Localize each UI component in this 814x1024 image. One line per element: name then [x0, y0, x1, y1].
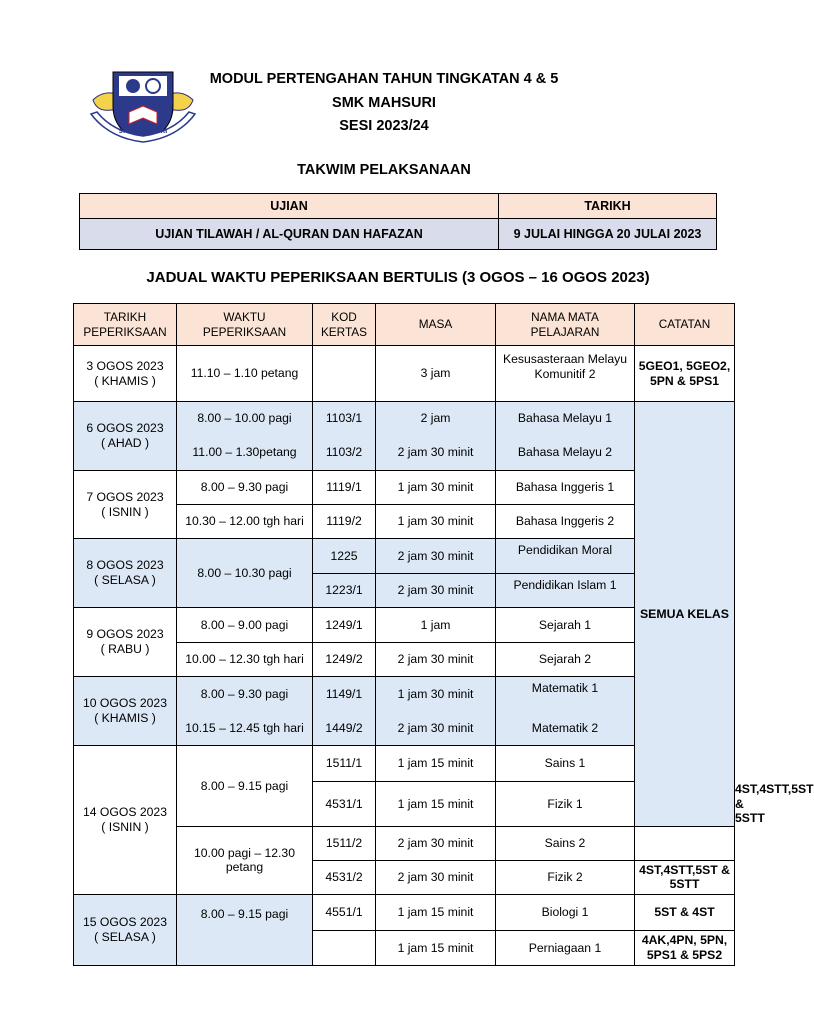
- time-cell: 8.00 – 9.30 pagi: [177, 677, 313, 712]
- time-cell: 8.00 – 9.15 pagi: [177, 746, 313, 827]
- date-cell: 6 OGOS 2023 ( AHAD ): [74, 402, 177, 471]
- table-row: [74, 894, 735, 930]
- code-cell: 4531/1: [313, 782, 376, 827]
- exam-schedule-table: [73, 303, 814, 966]
- subject-cell: Fizik 1: [496, 782, 635, 827]
- note-cell: 4ST,4STT,5ST & 5STT: [635, 860, 735, 894]
- table-row: [74, 346, 735, 402]
- subject-cell: Pendidikan Islam 1: [496, 574, 635, 608]
- code-cell: 1119/1: [313, 471, 376, 505]
- code-cell: 1511/2: [313, 826, 376, 860]
- subject-cell: Bahasa Inggeris 2: [496, 505, 635, 539]
- code-cell: 4531/2: [313, 860, 376, 894]
- header-line-2: SMK MAHSURI: [332, 95, 436, 111]
- code-cell: 1249/2: [313, 643, 376, 677]
- subject-cell: Matematik 2: [496, 712, 635, 746]
- date-cell: 10 OGOS 2023 ( KHAMIS ): [74, 677, 177, 746]
- subject-cell: Sains 2: [496, 826, 635, 860]
- col-header-kod: KOD KERTAS: [313, 304, 376, 346]
- date-cell: 3 OGOS 2023 ( KHAMIS ): [74, 346, 177, 402]
- duration-cell: 1 jam 15 minit: [376, 894, 496, 930]
- col-header-tarikh: TARIKH PEPERIKSAAN: [74, 304, 177, 346]
- col-header-waktu: WAKTU PEPERIKSAAN: [177, 304, 313, 346]
- duration-cell: 1 jam 15 minit: [376, 930, 496, 965]
- time-cell: 8.00 – 9.30 pagi: [177, 471, 313, 505]
- time-cell: 8.00 – 10.00 pagi: [177, 402, 313, 436]
- date-cell: 15 OGOS 2023 ( SELASA ): [74, 894, 177, 965]
- code-cell: 1103/2: [313, 436, 376, 471]
- table-row: 4531/1 1 jam 15 minit Fizik 1 4ST,4STT,5ST & 5STT: [74, 782, 735, 827]
- duration-cell: 1 jam 30 minit: [376, 505, 496, 539]
- time-cell: 8.00 – 10.30 pagi: [177, 539, 313, 608]
- duration-cell: 3 jam: [376, 346, 496, 402]
- code-cell: 1225: [313, 539, 376, 574]
- subject-cell: Kesusasteraan Melayu Komunitif 2: [496, 346, 635, 402]
- code-cell: 1103/1: [313, 402, 376, 436]
- code-cell: 1249/1: [313, 608, 376, 643]
- takwim-header-ujian: UJIAN: [80, 194, 499, 219]
- code-cell: 1149/1: [313, 677, 376, 712]
- duration-cell: 2 jam 30 minit: [376, 539, 496, 574]
- subject-cell: Pendidikan Moral: [496, 539, 635, 574]
- code-cell: [313, 346, 376, 402]
- takwim-table: [79, 193, 717, 250]
- date-cell: 9 OGOS 2023 ( RABU ): [74, 608, 177, 677]
- time-cell: 10.00 – 12.30 tgh hari: [177, 643, 313, 677]
- takwim-tarikh-value: 9 JULAI HINGGA 20 JULAI 2023: [499, 219, 717, 250]
- duration-cell: 2 jam 30 minit: [376, 436, 496, 471]
- subject-cell: Sejarah 1: [496, 608, 635, 643]
- duration-cell: 1 jam 30 minit: [376, 471, 496, 505]
- logo-text-bottom: SMK MAHSURI: [118, 128, 168, 135]
- jadual-title: JADUAL WAKTU PEPERIKSAAN BERTULIS (3 OGOS – 16 OGOS 2023): [146, 269, 650, 286]
- code-cell: 1449/2: [313, 712, 376, 746]
- subject-cell: Bahasa Melayu 2: [496, 436, 635, 471]
- note-cell-semua-kelas: SEMUA KELAS: [635, 402, 735, 827]
- duration-cell: 2 jam 30 minit: [376, 574, 496, 608]
- takwim-header-tarikh: TARIKH: [499, 194, 717, 219]
- date-cell: 14 OGOS 2023 ( ISNIN ): [74, 746, 177, 895]
- time-cell: 10.00 pagi – 12.30 petang: [177, 826, 313, 894]
- subject-cell: Biologi 1: [496, 894, 635, 930]
- subject-cell: Sejarah 2: [496, 643, 635, 677]
- date-cell: 7 OGOS 2023 ( ISNIN ): [74, 471, 177, 539]
- code-cell: 1119/2: [313, 505, 376, 539]
- col-header-nama: NAMA MATA PELAJARAN: [496, 304, 635, 346]
- time-cell: 11.00 – 1.30petang: [177, 436, 313, 471]
- time-cell: 10.15 – 12.45 tgh hari: [177, 712, 313, 746]
- subject-cell: Fizik 2: [496, 860, 635, 894]
- subject-cell: Sains 1: [496, 746, 635, 782]
- duration-cell: 1 jam: [376, 608, 496, 643]
- col-header-catatan: CATATAN: [635, 304, 735, 346]
- time-cell: 10.30 – 12.00 tgh hari: [177, 505, 313, 539]
- duration-cell: 1 jam 15 minit: [376, 782, 496, 827]
- duration-cell: 2 jam 30 minit: [376, 826, 496, 860]
- note-cell: 5ST & 4ST: [635, 894, 735, 930]
- duration-cell: 1 jam 30 minit: [376, 677, 496, 712]
- code-cell: 1223/1: [313, 574, 376, 608]
- time-cell: 8.00 – 9.00 pagi: [177, 608, 313, 643]
- code-cell: 1511/1: [313, 746, 376, 782]
- table-row: [74, 402, 735, 436]
- takwim-title: TAKWIM PELAKSANAAN: [297, 162, 471, 178]
- date-cell: 8 OGOS 2023 ( SELASA ): [74, 539, 177, 608]
- duration-cell: 1 jam 15 minit: [376, 746, 496, 782]
- takwim-ujian-value: UJIAN TILAWAH / AL-QURAN DAN HAFAZAN: [80, 219, 499, 250]
- header-line-1: MODUL PERTENGAHAN TAHUN TINGKATAN 4 & 5: [209, 71, 559, 87]
- subject-cell: Bahasa Inggeris 1: [496, 471, 635, 505]
- note-cell: 4AK,4PN, 5PN, 5PS1 & 5PS2: [635, 930, 735, 965]
- note-cell: 5GEO1, 5GEO2, 5PN & 5PS1: [635, 346, 735, 402]
- duration-cell: 2 jam: [376, 402, 496, 436]
- subject-cell: Matematik 1: [496, 677, 635, 712]
- subject-cell: Bahasa Melayu 1: [496, 402, 635, 436]
- duration-cell: 2 jam 30 minit: [376, 712, 496, 746]
- header-line-3: SESI 2023/24: [339, 118, 429, 134]
- logo-text-top: BERILMU BERJAYA: [112, 98, 174, 105]
- subject-cell: Perniagaan 1: [496, 930, 635, 965]
- code-cell: [313, 930, 376, 965]
- duration-cell: 2 jam 30 minit: [376, 860, 496, 894]
- col-header-masa: MASA: [376, 304, 496, 346]
- code-cell: 4551/1: [313, 894, 376, 930]
- time-cell: 8.00 – 9.15 pagi: [177, 894, 313, 965]
- time-cell: 11.10 – 1.10 petang: [177, 346, 313, 402]
- duration-cell: 2 jam 30 minit: [376, 643, 496, 677]
- note-cell: [635, 826, 735, 860]
